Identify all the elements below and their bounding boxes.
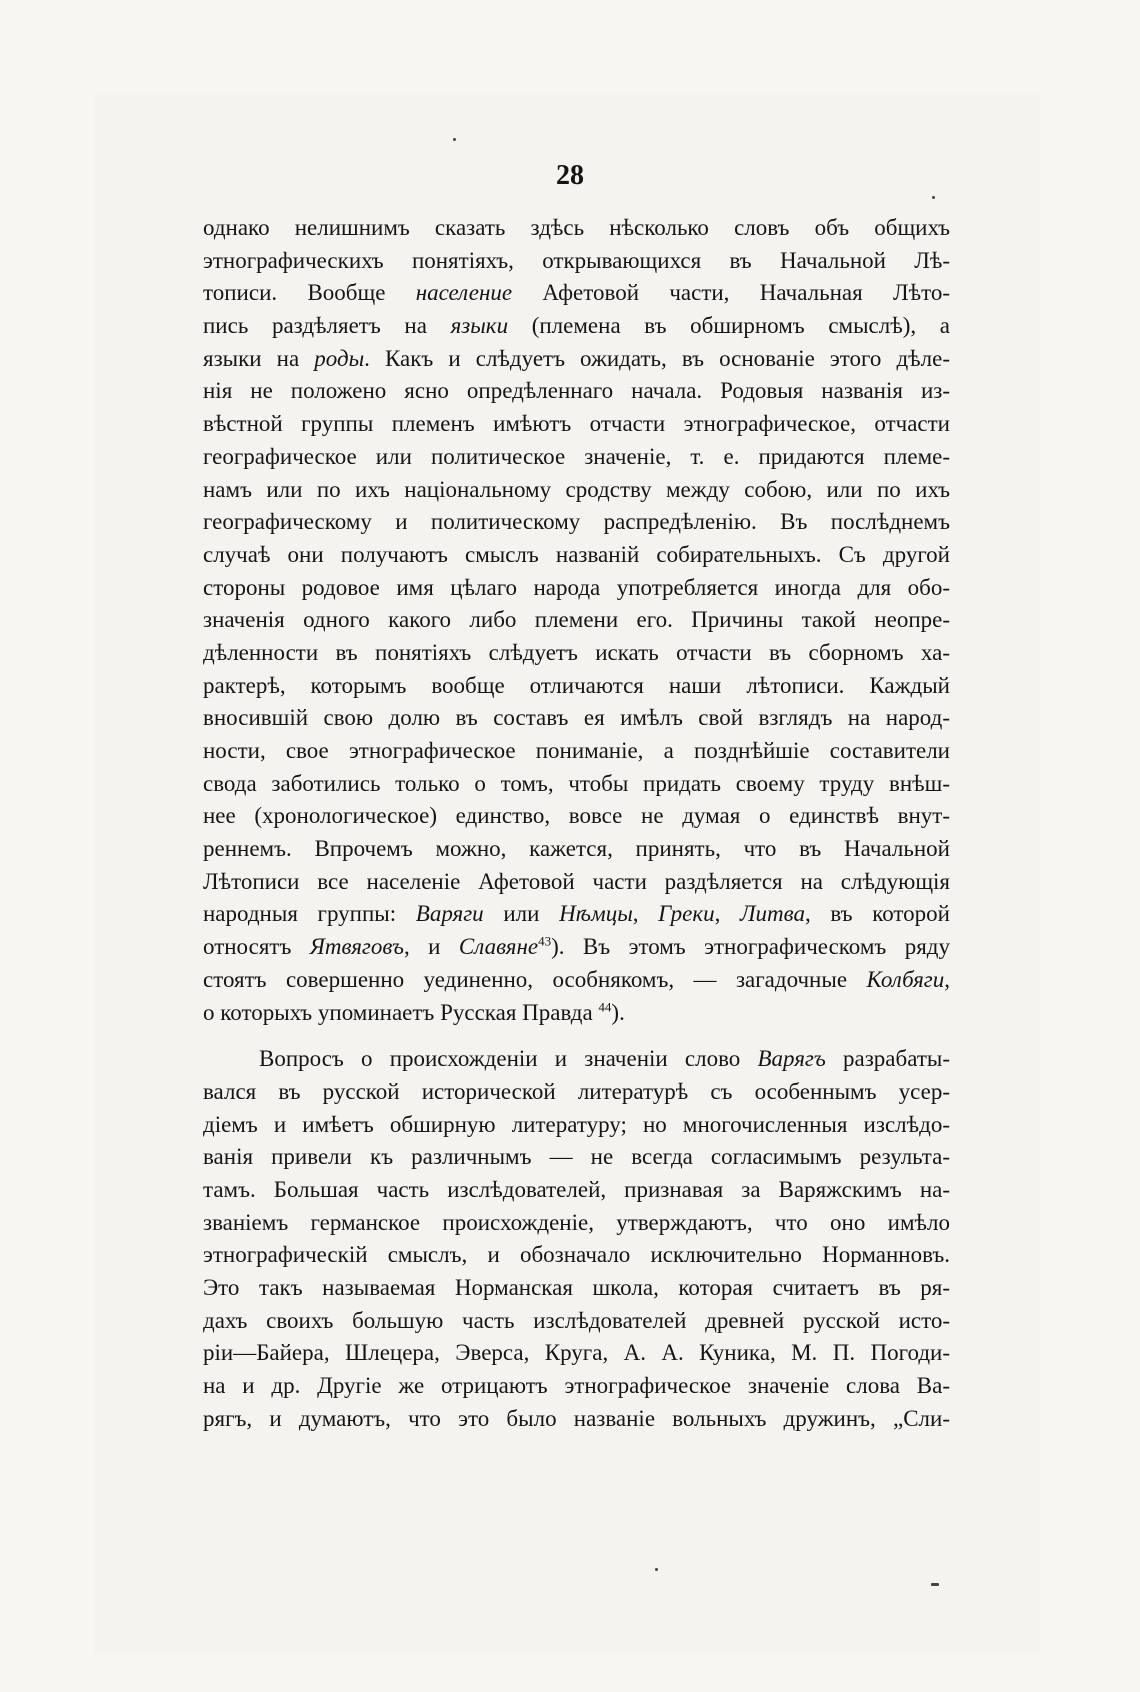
- text-line: пись раздѣляетъ на языки (племена въ обширномъ смыслѣ), а: [203, 313, 950, 339]
- text-line: Вопросъ о происхожденіи и значеніи слово Варягъ разрабаты-: [259, 1046, 950, 1072]
- italic-term: языки: [450, 313, 509, 339]
- text-line: діемъ и имѣетъ обширную литературу; но многочисленныя изслѣдо-: [203, 1111, 950, 1137]
- text-line: ности, свое этнографическое пониманіе, а позднѣйшіе составители: [203, 738, 950, 763]
- text-line: относятъ Ятвяговъ, и Славяне$^{43}$). Въ этомъ этнографическомъ ряду: [203, 933, 950, 960]
- text-line: званіемъ германское происхожденіе, утверждаютъ, что оно имѣло: [203, 1209, 950, 1235]
- italic-term: Нѣмцы: [559, 901, 633, 927]
- text-line: географическому и политическому распредѣленію. Въ послѣднемъ: [203, 509, 950, 535]
- text-line: на и др. Другіе же отрицаютъ этнографическое значеніе слова Ва-: [203, 1373, 950, 1399]
- text-line: вѣстной группы племенъ имѣютъ отчасти этнографическое, отчасти: [203, 411, 950, 437]
- text-line: свода заботились только о томъ, чтобы придать своему труду внѣш-: [203, 770, 950, 796]
- text-line: рактерѣ, которымъ вообще отличаются наши лѣтописи. Каждый: [203, 672, 950, 698]
- text-line: вался въ русской исторической литературѣ съ особеннымъ усер-: [203, 1078, 950, 1104]
- italic-term: роды: [314, 345, 365, 371]
- text-line: однако нелишнимъ сказать здѣсь нѣсколько словъ объ общихъ: [203, 215, 950, 240]
- footnote-ref: 44: [598, 998, 612, 1014]
- text-line: рягъ, и думаютъ, что это было названіе вольныхъ дружинъ, „Сли-: [203, 1405, 950, 1431]
- italic-term: Литва: [739, 901, 805, 927]
- text-line: дахъ своихъ большую часть изслѣдователей древней русской исто-: [203, 1307, 950, 1333]
- scan-speck: [453, 138, 456, 141]
- paragraph-gap: [203, 1029, 950, 1043]
- scan-speck: [931, 1583, 939, 1586]
- text-line: Лѣтописи все населеніе Афетовой части раздѣляется на слѣдующія: [203, 868, 950, 894]
- text-line: вносившій свою долю въ составъ ея имѣлъ свой взглядъ на народ-: [203, 705, 950, 731]
- italic-term: Греки: [658, 901, 715, 927]
- italic-term: Варяги: [415, 901, 484, 927]
- scan-speck: [932, 196, 935, 199]
- text-line: этнографическихъ понятіяхъ, открывающихся въ Начальной Лѣ-: [203, 247, 950, 273]
- text-line: о которыхъ упоминаетъ Русская Правда $^{44}$).: [203, 998, 625, 1025]
- text-line: ріи—Байера, Шлецера, Эверса, Круга, А. А. Куника, М. П. Погоди-: [203, 1340, 950, 1366]
- text-line: тописи. Вообще население Афетовой части, Начальная Лѣто-: [203, 280, 950, 306]
- text-line: стоятъ совершенно уединенно, особнякомъ, — загадочные Колбяги,: [203, 966, 950, 992]
- text-line: географическое или политическое значеніе, т. е. придаются племе-: [203, 443, 950, 469]
- text-line: ванія привели къ различнымъ — не всегда согласимымъ результа-: [203, 1144, 950, 1170]
- italic-term: Славяне: [458, 934, 539, 960]
- page-number: 28: [556, 160, 584, 191]
- text-line: случаѣ они получаютъ смыслъ названій собирательныхъ. Съ другой: [203, 541, 950, 567]
- italic-term: Варягъ: [757, 1046, 826, 1072]
- text-line: намъ или по ихъ національному сродству между собою, или по ихъ: [203, 476, 950, 502]
- text-line: стороны родовое имя цѣлаго народа употребляется иногда для обо-: [203, 574, 950, 600]
- text-line: дѣленности въ понятіяхъ слѣдуетъ искать отчасти въ сборномъ ха-: [203, 639, 950, 665]
- text-line: нія не положено ясно опредѣленнаго начала. Родовыя названія из-: [203, 378, 950, 404]
- text-line: реннемъ. Впрочемъ можно, кажется, принять, что въ Начальной: [203, 836, 950, 862]
- text-line: Это такъ называемая Норманская школа, которая считаетъ въ ря-: [203, 1275, 950, 1300]
- text-line: тамъ. Большая часть изслѣдователей, признавая за Варяжскимъ на-: [203, 1176, 950, 1202]
- text-line: народныя группы: Варяги или Нѣмцы, Греки, Литва, въ которой: [203, 901, 950, 927]
- text-line: нее (хронологическое) единство, вовсе не думая о единствѣ внут-: [203, 803, 950, 829]
- text-line: языки на роды. Какъ и слѣдуетъ ожидать, въ основаніе этого дѣле-: [203, 345, 950, 371]
- text-line: значенія одного какого либо племени его. Причины такой неопре-: [203, 607, 950, 633]
- text-line: этнографическій смыслъ, и обозначало исключительно Норманновъ.: [203, 1242, 950, 1268]
- footnote-ref: 43: [538, 933, 552, 949]
- italic-term: Ятвяговъ: [309, 934, 404, 960]
- scan-speck: [655, 1568, 658, 1571]
- body-text: [203, 212, 950, 1435]
- italic-term: Колбяги: [866, 966, 945, 992]
- italic-term: население: [415, 280, 513, 306]
